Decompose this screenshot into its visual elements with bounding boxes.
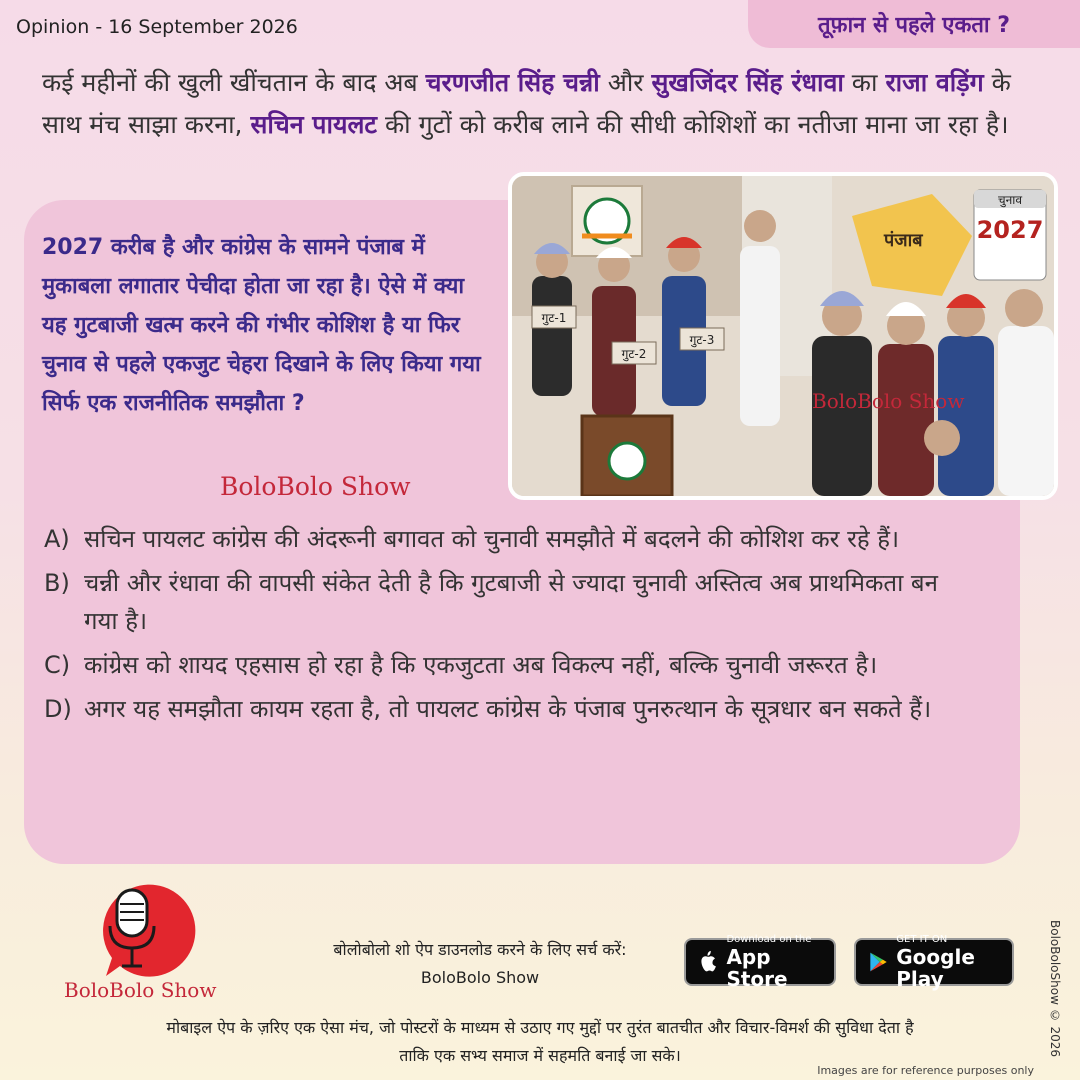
option-text: अगर यह समझौता कायम रहता है, तो पायलट कांग्रेस के पंजाब पुनरुत्थान के सूत्रधार बन सकते हैं।	[84, 695, 932, 723]
intro-text: का	[843, 68, 886, 97]
illustration-image	[508, 172, 1058, 500]
question-text: 2027 करीब है और कांग्रेस के सामने पंजाब में मुकाबला लगातार पेचीदा होता जा रहा है। ऐसे में क्या यह गुटबाजी खत्म करने की गंभीर कोशिश है या फिर चुनाव से पहले एकजुट चेहरा दिखाने के लिए किया गया सिर्फ एक राजनीतिक समझौता ?	[42, 235, 481, 416]
topic-badge: तूफ़ान से पहले एकता ?	[748, 0, 1080, 48]
option-text: कांग्रेस को शायद एहसास हो रहा है कि एकजुटता अब विकल्प नहीं, बल्कि चुनावी जरूरत है।	[84, 651, 878, 679]
google-play-big: Google Play	[896, 945, 975, 991]
option-text: सचिन पायलट कांग्रेस की अंदरूनी बगावत को चुनावी समझौते में बदलने की कोशिश कर रहे हैं।	[84, 525, 900, 553]
intro-text: कई महीनों की खुली खींचतान के बाद अब	[42, 68, 426, 97]
download-app-name: BoloBolo Show	[420, 968, 540, 987]
google-play-button[interactable]	[854, 934, 1014, 991]
app-store-small: Download on the	[726, 934, 812, 945]
option-b[interactable]	[44, 564, 944, 640]
option-a[interactable]	[44, 520, 944, 558]
intro-text: के साथ मंच साझा करना,	[42, 68, 1011, 139]
image-watermark: BoloBolo Show	[812, 389, 965, 413]
calendar-year: 2027	[976, 216, 1044, 244]
app-store-big: App Store	[726, 945, 788, 991]
intro-name-pilot: सचिन पायलट	[250, 110, 377, 139]
option-text: चन्नी और रंधावा की वापसी संकेत देती है कि गुटबाजी से ज्यादा चुनावी अस्तित्व अब प्राथमिकता बन गया है।	[84, 569, 938, 635]
option-letter: D)	[44, 695, 72, 723]
apple-icon	[698, 948, 718, 976]
download-line: बोलोबोलो शो ऐप डाउनलोड करने के लिए सर्च करें:	[333, 940, 627, 959]
copyright-credit: BoloBoloShow © 2026	[1048, 920, 1062, 1058]
calendar-top-label: चुनाव	[997, 193, 1023, 207]
state-label: पंजाब	[884, 230, 923, 251]
intro-name-warring: राजा वड़िंग	[885, 68, 984, 97]
brand-watermark: BoloBolo Show	[220, 472, 411, 501]
image-disclaimer: Images are for reference purposes only	[817, 1064, 1034, 1077]
faction-2-label: गुट-2	[621, 347, 647, 361]
microphone-icon	[62, 880, 232, 980]
intro-text: की गुटों को करीब लाने की सीधी कोशिशों का नतीजा माना जा रहा है।	[377, 110, 1009, 139]
download-instructions	[290, 936, 670, 992]
intro-name-randhawa: सुखजिंदर सिंह रंधावा	[651, 68, 844, 97]
option-letter: A)	[44, 525, 70, 553]
option-d[interactable]	[44, 690, 944, 728]
intro-paragraph	[42, 62, 1052, 146]
option-c[interactable]	[44, 646, 944, 684]
date-label: Opinion - 16 September 2026	[16, 16, 298, 38]
footer-description-line: ताकि एक सभ्य समाज में सहमति बनाई जा सके।	[399, 1046, 681, 1065]
footer-description	[40, 1014, 1040, 1070]
google-play-icon	[868, 948, 888, 976]
options-list	[44, 520, 944, 734]
logo-name: BoloBolo Show	[64, 978, 217, 1002]
option-letter: C)	[44, 651, 71, 679]
footer-description-line: मोबाइल ऐप के ज़रिए एक ऐसा मंच, जो पोस्टरों के माध्यम से उठाए गए मुद्दों पर तुरंत बातचीत और विचार-विमर्श की सुविधा देता है	[166, 1018, 914, 1037]
google-play-small: GET IT ON	[896, 934, 948, 945]
intro-text: और	[599, 68, 652, 97]
app-store-button[interactable]	[684, 934, 836, 991]
faction-1-label: गुट-1	[541, 311, 567, 325]
faction-3-label: गुट-3	[689, 333, 715, 347]
option-letter: B)	[44, 569, 70, 597]
intro-name-channi: चरणजीत सिंह चन्नी	[425, 68, 600, 97]
